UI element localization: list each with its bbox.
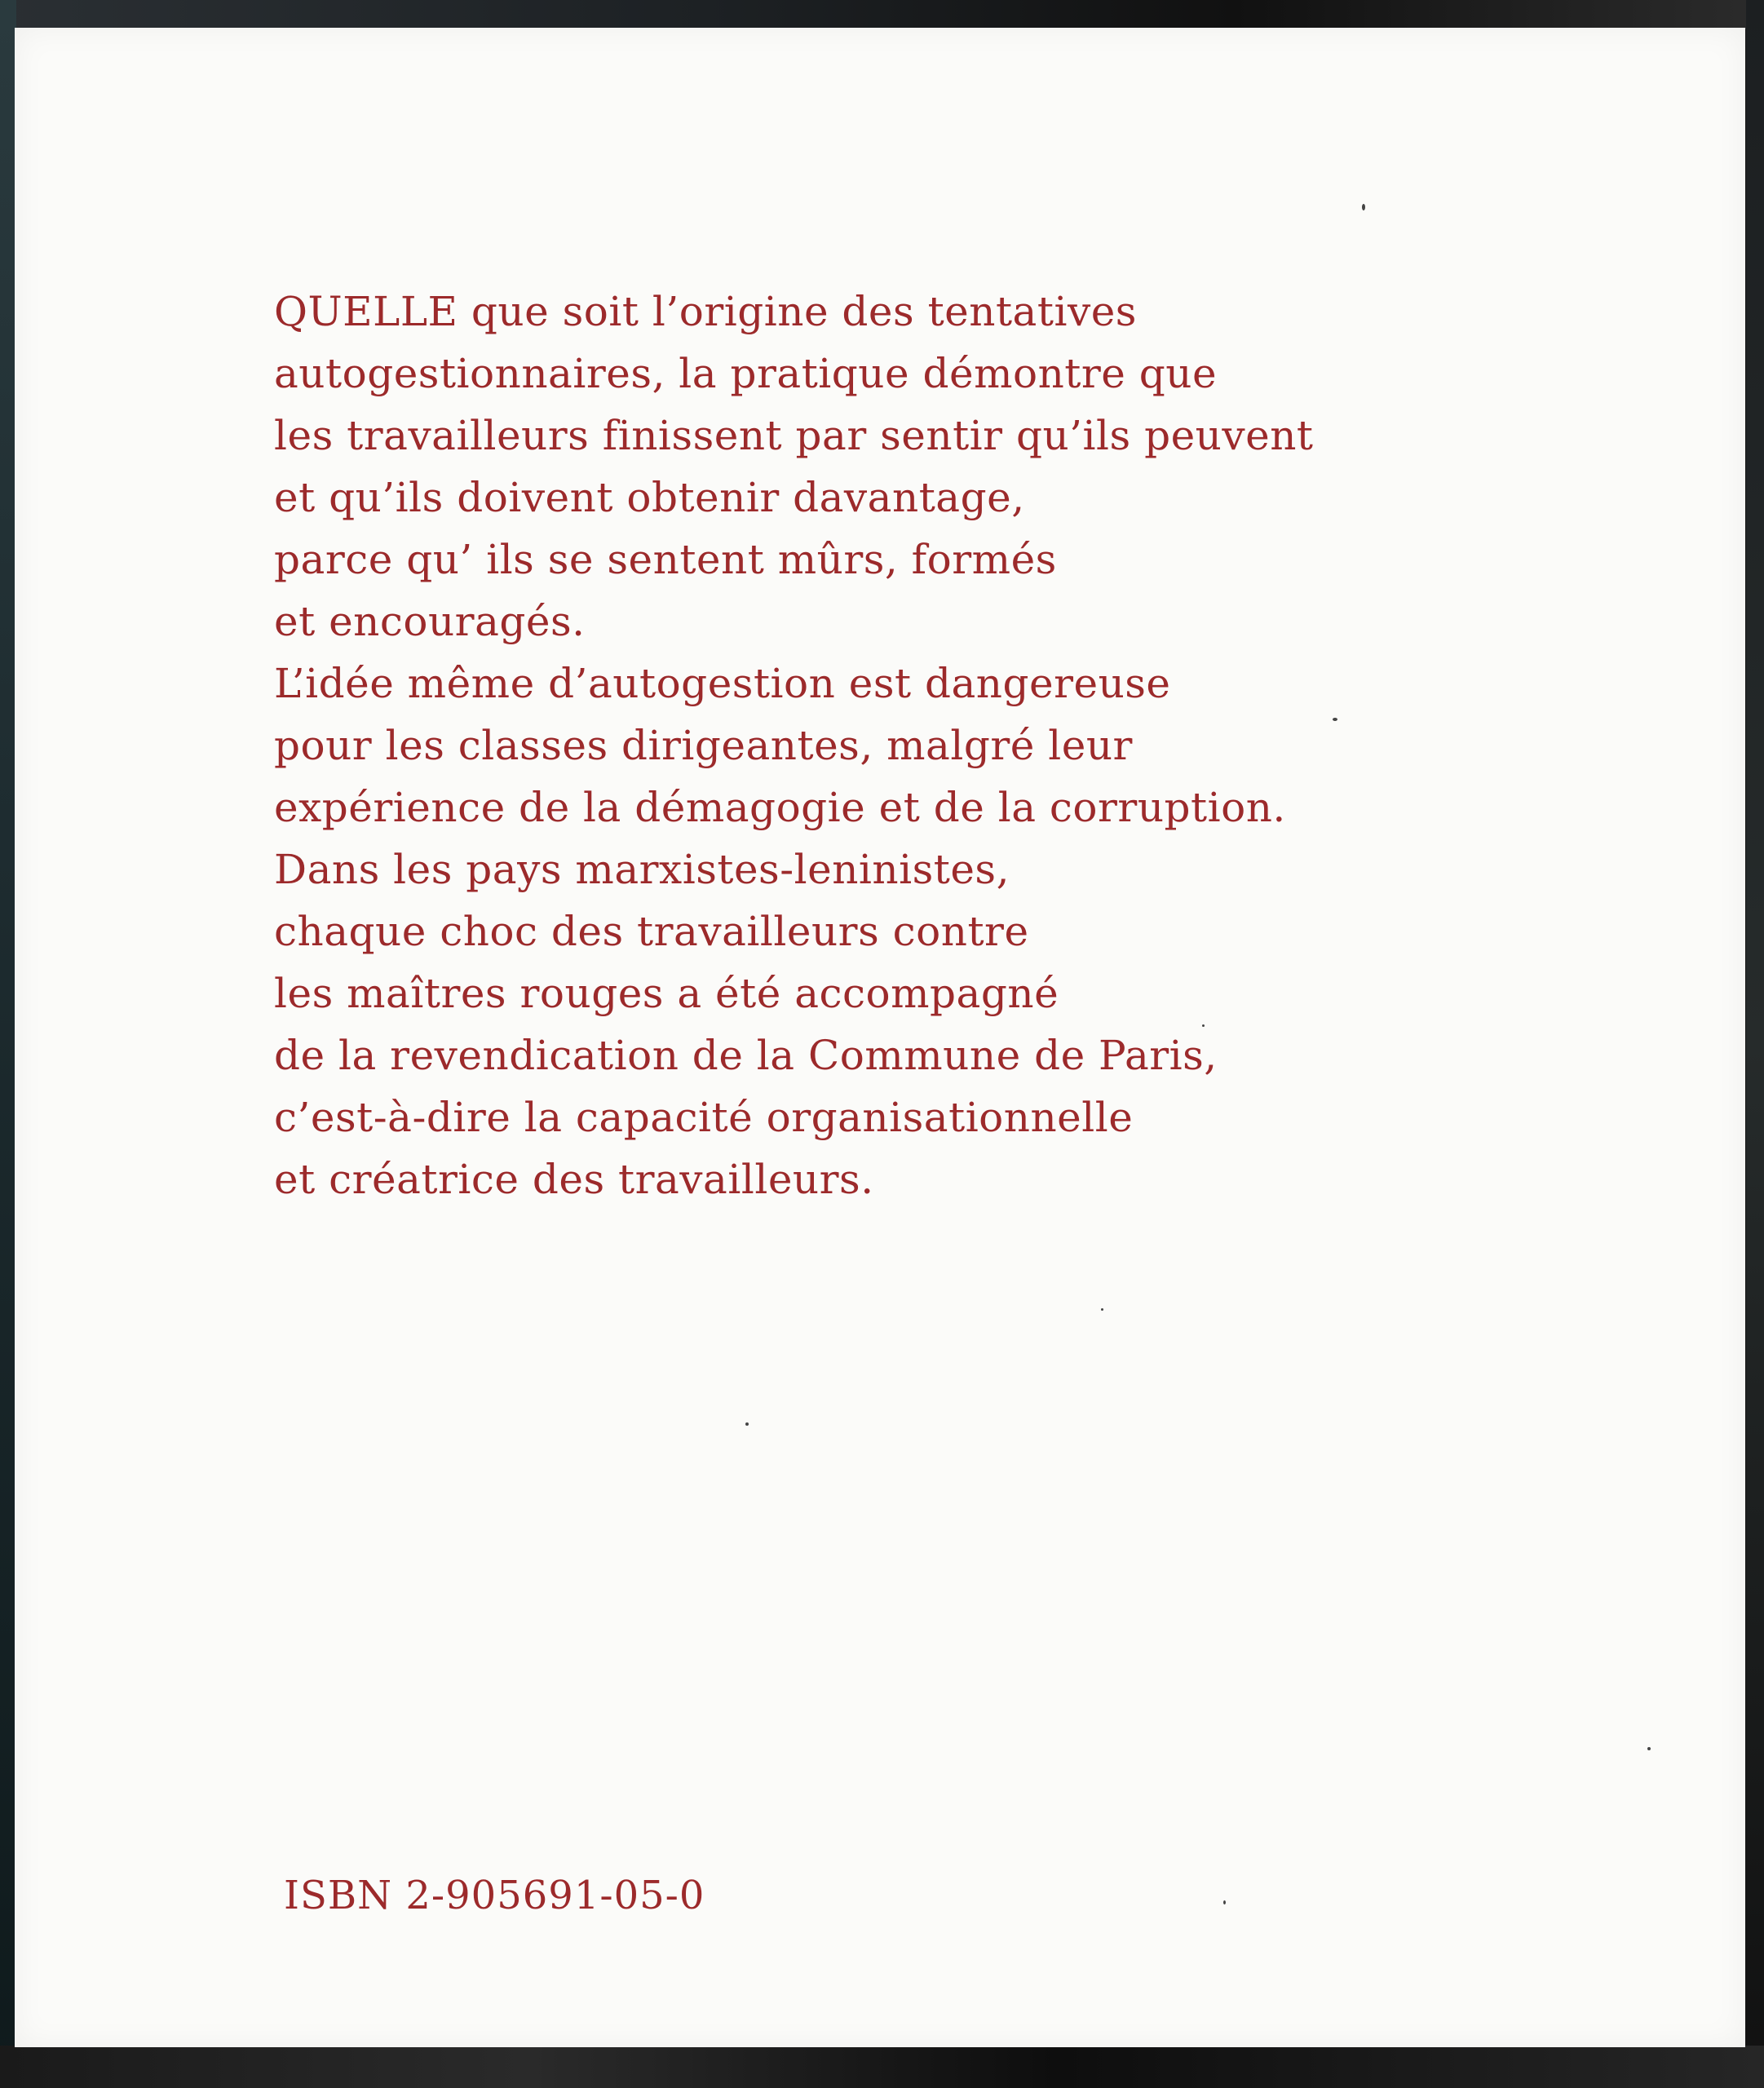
blurb-line: de la revendication de la Commune de Paris, bbox=[274, 1032, 1218, 1079]
blurb-line: et qu’ils doivent obtenir davantage, bbox=[274, 474, 1025, 521]
dust-speck bbox=[1647, 1747, 1651, 1750]
blurb-line: et créatrice des travailleurs. bbox=[274, 1156, 874, 1203]
blurb-line: parce qu’ ils se sentent mûrs, formés bbox=[274, 536, 1057, 583]
blurb-line: les travailleurs finissent par sentir qu’ils peuvent bbox=[274, 412, 1314, 459]
blurb-line: les maîtres rouges a été accompagné bbox=[274, 970, 1059, 1017]
dust-speck bbox=[1333, 718, 1337, 721]
scan-border-top bbox=[0, 0, 1764, 29]
blurb-line: c’est-à-dire la capacité organisationnelle bbox=[274, 1094, 1134, 1141]
blurb-text bbox=[274, 281, 1334, 1210]
dust-speck bbox=[1202, 1024, 1205, 1027]
scan-border-bottom bbox=[0, 2046, 1764, 2088]
blurb-line: pour les classes dirigeantes, malgré leur bbox=[274, 722, 1133, 769]
blurb-line: chaque choc des travailleurs contre bbox=[274, 908, 1029, 955]
isbn-number: ISBN 2-905691-05-0 bbox=[284, 1873, 705, 1918]
dust-speck bbox=[1223, 1900, 1226, 1904]
dust-speck bbox=[1101, 1308, 1103, 1311]
blurb-line: et encouragés. bbox=[274, 598, 586, 645]
blurb-line: expérience de la démagogie et de la corruption. bbox=[274, 784, 1286, 831]
blurb-line: Dans les pays marxistes-leninistes, bbox=[274, 846, 1010, 893]
blurb-line: autogestionnaires, la pratique démontre que bbox=[274, 350, 1218, 397]
dust-speck bbox=[745, 1422, 749, 1426]
scan-border-right bbox=[1746, 0, 1764, 2088]
scan-border-left bbox=[0, 0, 16, 2088]
dust-speck bbox=[1362, 204, 1365, 210]
blurb-line: QUELLE que soit l’origine des tentatives bbox=[274, 288, 1137, 335]
blurb-line: L’idée même d’autogestion est dangereuse bbox=[274, 660, 1171, 707]
cover-page bbox=[15, 28, 1745, 2047]
